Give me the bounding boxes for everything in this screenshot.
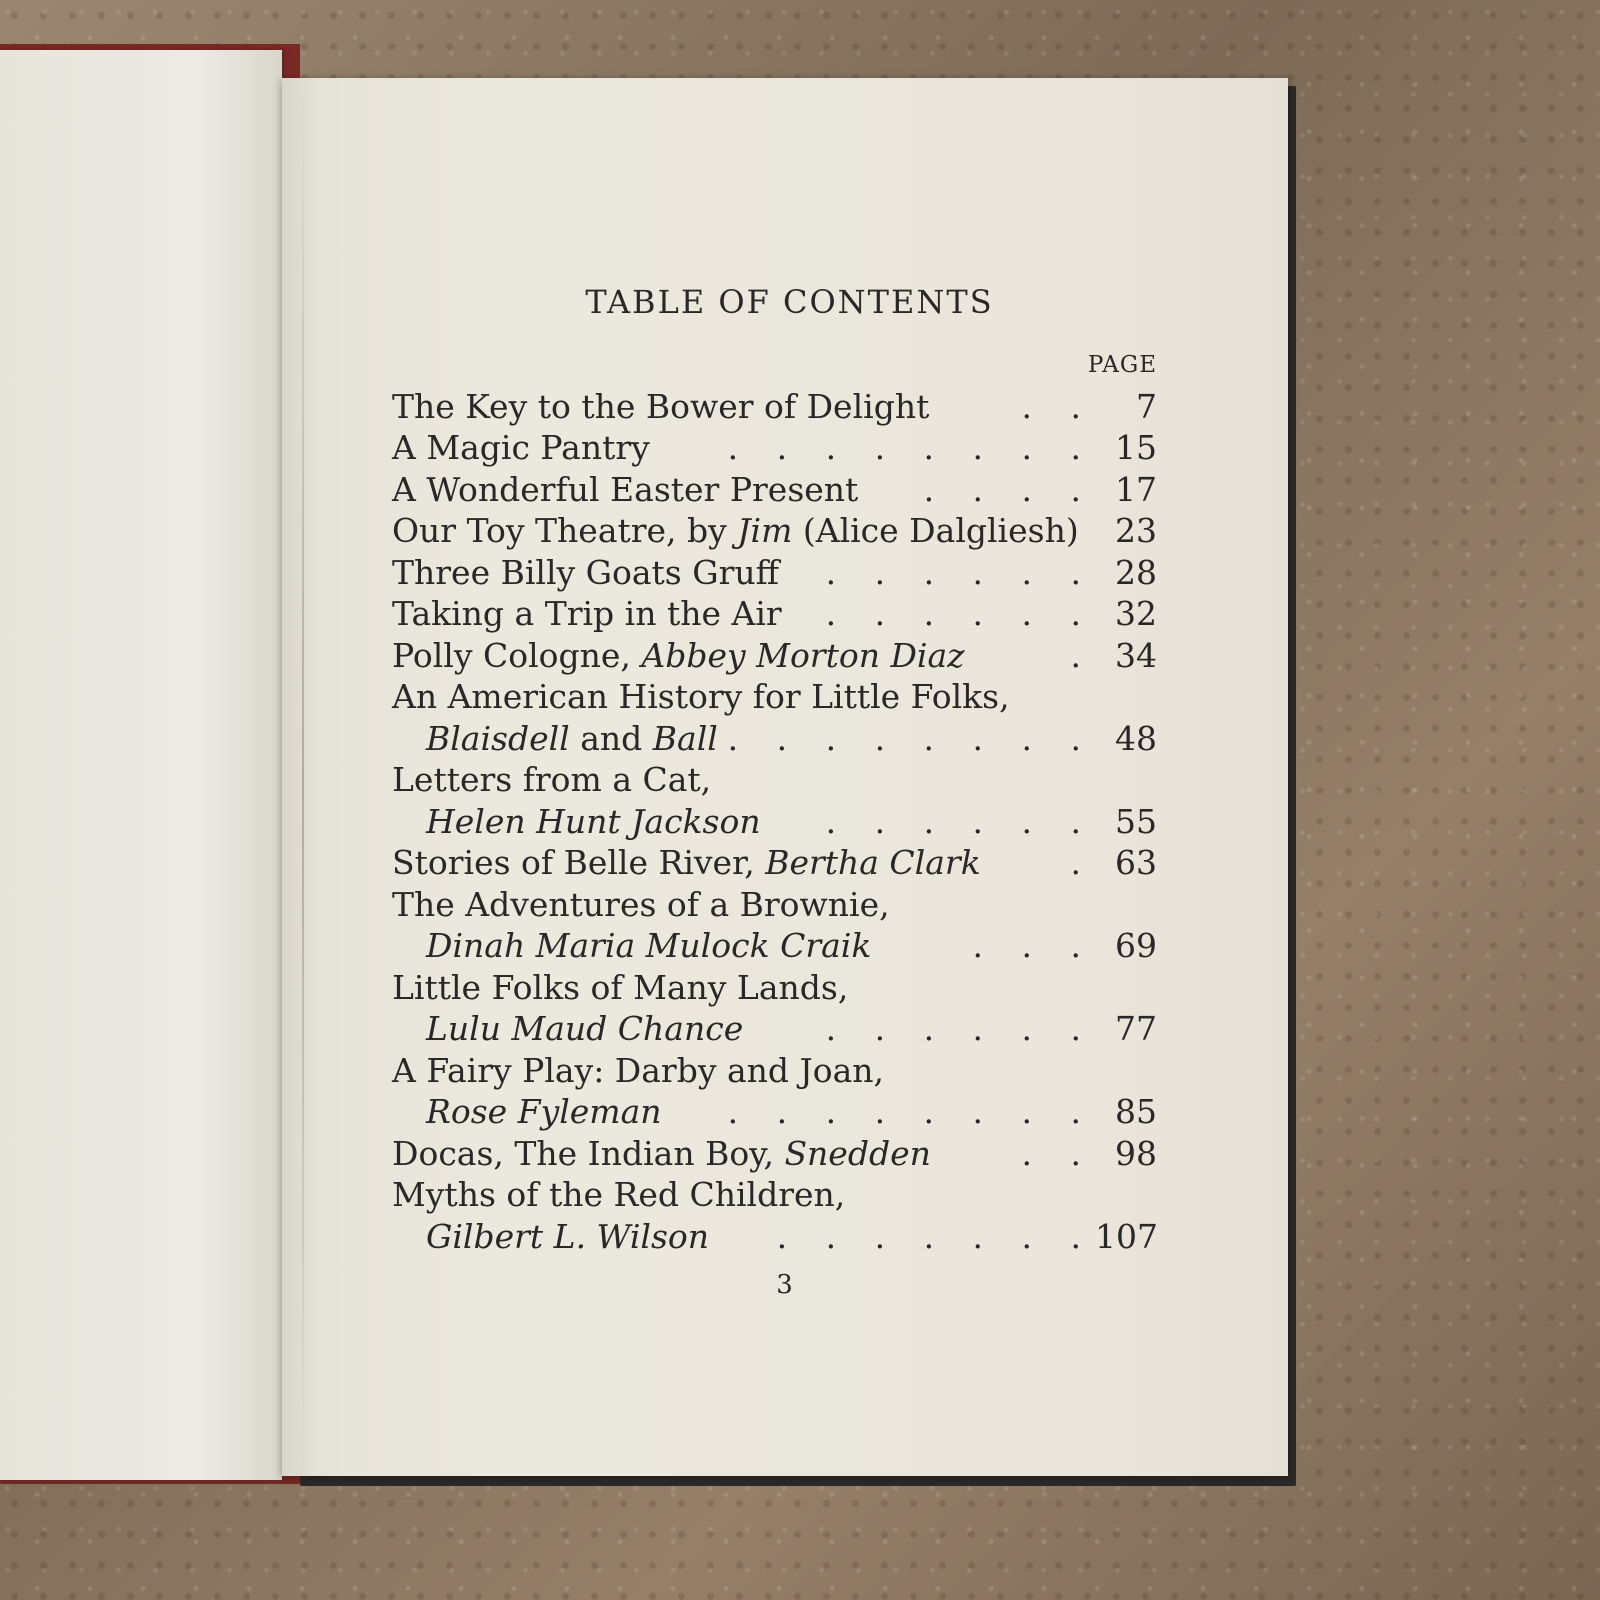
author-name: Ball bbox=[652, 718, 718, 758]
toc-entry: Letters from a Cat, bbox=[392, 760, 712, 799]
author-name: Dinah Maria Mulock Craik bbox=[426, 926, 872, 965]
toc-entry: A Magic Pantry . . . . . . . . 15 bbox=[392, 428, 1157, 467]
left-page bbox=[0, 50, 282, 1480]
page-number: 69 bbox=[1115, 926, 1157, 965]
page-number: 48 bbox=[1115, 718, 1157, 758]
toc-entry: Lulu Maud Chance . . . . . . 77 bbox=[392, 1008, 1157, 1050]
toc-entry: A Wonderful Easter Present . . . . 17 bbox=[392, 469, 1157, 509]
author-name: Gilbert L. Wilson bbox=[426, 1216, 710, 1256]
page-folio: 3 bbox=[776, 1270, 793, 1300]
toc-entry: Little Folks of Many Lands, bbox=[392, 967, 849, 1007]
author-name: Bertha Clark bbox=[765, 843, 981, 882]
author-name: Snedden bbox=[784, 1133, 931, 1173]
author-name: Helen Hunt Jackson bbox=[426, 801, 761, 841]
toc-entry: Helen Hunt Jackson . . . . . . 55 bbox=[392, 801, 1157, 843]
page-number: 107 bbox=[1095, 1216, 1158, 1256]
author-name: Lulu Maud Chance bbox=[426, 1009, 744, 1048]
page-number: 77 bbox=[1115, 1009, 1157, 1048]
page-number: 98 bbox=[1115, 1133, 1157, 1173]
author-name: Abbey Morton Diaz bbox=[641, 635, 965, 675]
page-gutter bbox=[302, 90, 304, 1480]
toc-entry: Docas, The Indian Boy, Snedden . . 98 bbox=[392, 1133, 1157, 1173]
toc-entry: The Adventures of a Brownie, bbox=[392, 884, 890, 924]
table-of-contents bbox=[392, 282, 1157, 1307]
toc-entry: Blaisdell and Ball . . . . . . . . 48 bbox=[426, 718, 1157, 758]
page-number: 28 bbox=[1115, 552, 1157, 592]
toc-entry: The Key to the Bower of Delight . . 7 bbox=[392, 386, 1157, 426]
toc-heading: TABLE OF CONTENTS bbox=[585, 283, 994, 321]
toc-entry: A Fairy Play: Darby and Joan, bbox=[392, 1050, 885, 1090]
toc-entry: Our Toy Theatre, by Jim (Alice Dalgliesh) 23 bbox=[392, 511, 1157, 550]
toc-entry: Polly Cologne, Abbey Morton Diaz . 34 bbox=[392, 635, 1157, 675]
author-name: Rose Fyleman bbox=[426, 1092, 662, 1131]
toc-entry: Stories of Belle River, Bertha Clark . 63 bbox=[392, 843, 1157, 882]
author-name: Blaisdell bbox=[426, 718, 570, 758]
page-number: 34 bbox=[1115, 635, 1157, 675]
page-number: 85 bbox=[1115, 1092, 1157, 1131]
toc-entry: Dinah Maria Mulock Craik . . . 69 bbox=[392, 925, 1157, 967]
toc-entry: Gilbert L. Wilson . . . . . . . 107 bbox=[392, 1216, 1157, 1258]
toc-entry: Myths of the Red Children, bbox=[392, 1175, 846, 1214]
page-number: 17 bbox=[1115, 469, 1157, 509]
page-number: 15 bbox=[1115, 428, 1157, 467]
page-number: 23 bbox=[1115, 511, 1157, 550]
page-number: 32 bbox=[1115, 594, 1157, 633]
page-number: 63 bbox=[1115, 843, 1157, 882]
toc-entry: Taking a Trip in the Air . . . . . . 32 bbox=[392, 594, 1157, 633]
toc-entry: Three Billy Goats Gruff . . . . . . 28 bbox=[392, 552, 1157, 592]
toc-entry: Rose Fyleman . . . . . . . . 85 bbox=[392, 1091, 1157, 1133]
page-number: 7 bbox=[1136, 386, 1157, 426]
author-name: Jim bbox=[737, 511, 793, 550]
page-column-label: PAGE bbox=[1087, 351, 1157, 378]
toc-entry: An American History for Little Folks, bbox=[392, 677, 1010, 716]
page-number: 55 bbox=[1115, 801, 1157, 841]
